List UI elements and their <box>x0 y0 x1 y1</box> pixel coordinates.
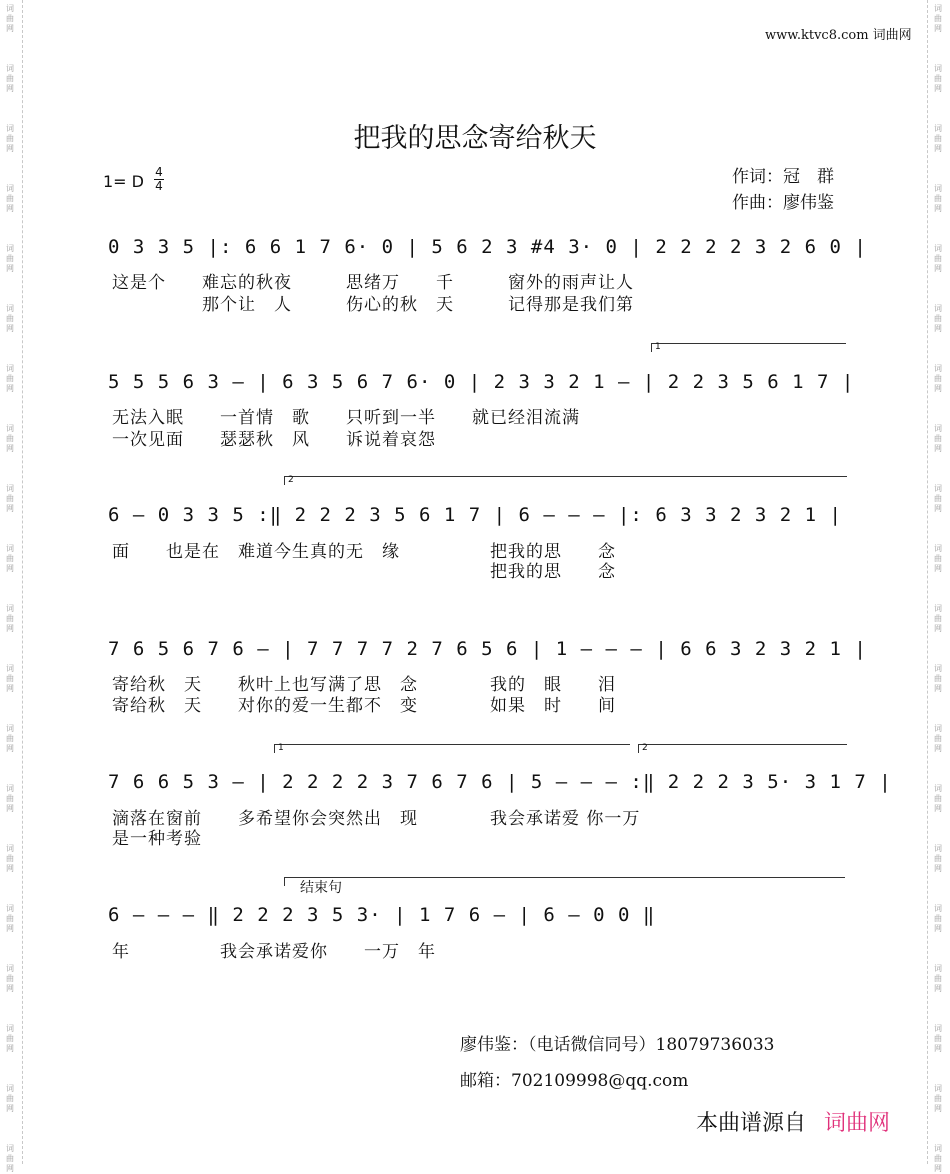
watermark-text: 词 曲 网 <box>934 124 942 153</box>
watermark-text: 词 曲 网 <box>6 664 14 693</box>
ending-bracket <box>284 877 845 886</box>
watermark-text: 词 曲 网 <box>934 1024 942 1053</box>
lyric-line-5-verse-1: 滴落在窗前 多希望你会突然出 现 我会承诺爱 你一万 <box>112 809 641 829</box>
watermark-text: 词 曲 网 <box>934 1084 942 1113</box>
watermark-text: 词 曲 网 <box>934 664 942 693</box>
watermark-text: 词 曲 网 <box>934 544 942 573</box>
watermark-text: 词 曲 网 <box>934 184 942 213</box>
watermark-text: 词 曲 网 <box>6 364 14 393</box>
watermark-text: 词 曲 网 <box>934 4 942 33</box>
lyric-line-4-verse-2: 寄给秋 天 对你的爱一生都不 变 如果 时 间 <box>112 696 616 716</box>
watermark-text: 词 曲 网 <box>934 424 942 453</box>
lyric-line-6-verse-1: 年 我会承诺爱你 一万 年 <box>112 942 436 962</box>
key-signature: 1= D <box>103 172 144 191</box>
time-signature-top: 4 <box>155 165 163 179</box>
watermark-text: 词 曲 网 <box>6 964 14 993</box>
watermark-text: 词 曲 网 <box>934 964 942 993</box>
watermark-text: 词 曲 网 <box>934 64 942 93</box>
watermark-text: 词 曲 网 <box>934 1144 942 1173</box>
watermark-text: 词 曲 网 <box>6 844 14 873</box>
lyricist-credit: 作词：冠 群 <box>732 167 834 187</box>
volta-1-repeat: 1 <box>274 744 630 753</box>
watermark-text: 词 曲 网 <box>6 424 14 453</box>
source-brand-link[interactable]: 词曲网 <box>824 1111 891 1136</box>
watermark-text: 词 曲 网 <box>6 304 14 333</box>
time-signature-bottom: 4 <box>155 179 163 193</box>
contact-phone: 廖伟鉴：（电话微信同号）18079736033 <box>460 1035 775 1055</box>
time-signature <box>154 166 164 193</box>
watermark-text: 词 曲 网 <box>6 904 14 933</box>
notation-line-4: 7 6 5 6 7 6 — | 7 7 7 7 2 7 6 5 6 | 1 — — — | 6 6 3 2 3 2 1 | <box>108 638 867 660</box>
watermark-text: 词 曲 网 <box>6 1084 14 1113</box>
lyric-line-1-verse-1: 这是个 难忘的秋夜 思绪万 千 窗外的雨声让人 <box>112 273 634 293</box>
composer-credit: 作曲：廖伟鉴 <box>732 193 834 213</box>
watermark-text: 词 曲 网 <box>934 364 942 393</box>
lyric-line-3-verse-2: 把我的思 念 <box>112 562 616 582</box>
left-watermark-strip <box>0 0 23 1173</box>
watermark-text: 词 曲 网 <box>934 904 942 933</box>
lyric-line-2-verse-1: 无法入眠 一首情 歌 只听到一半 就已经泪流满 <box>112 408 580 428</box>
watermark-text: 词 曲 网 <box>6 484 14 513</box>
volta-2: 2 <box>284 476 847 485</box>
site-url[interactable]: www.ktvc8.com 词曲网 <box>765 28 912 43</box>
watermark-text: 词 曲 网 <box>6 724 14 753</box>
volta-2-repeat: 2 <box>638 744 847 753</box>
watermark-text: 词 曲 网 <box>934 844 942 873</box>
watermark-text: 词 曲 网 <box>934 244 942 273</box>
watermark-text: 词 曲 网 <box>934 304 942 333</box>
watermark-text: 词 曲 网 <box>934 784 942 813</box>
notation-line-5: 7 6 6 5 3 — | 2 2 2 2 3 7 6 7 6 | 5 — — — :‖ 2 2 2 3 5· 3 1 7 | <box>108 771 892 793</box>
contact-email: 邮箱：702109998@qq.com <box>460 1071 689 1091</box>
lyric-line-5-verse-2: 是一种考验 <box>112 829 202 849</box>
watermark-text: 词 曲 网 <box>6 1144 14 1173</box>
watermark-text: 词 曲 网 <box>6 544 14 573</box>
ending-label: 结束句 <box>300 880 342 896</box>
watermark-text: 词 曲 网 <box>934 604 942 633</box>
watermark-text: 词 曲 网 <box>6 184 14 213</box>
watermark-text: 词 曲 网 <box>6 784 14 813</box>
lyric-line-1-verse-2: 那个让 人 伤心的秋 天 记得那是我们第 <box>112 295 634 315</box>
watermark-text: 词 曲 网 <box>6 64 14 93</box>
song-title: 把我的思念寄给秋天 <box>353 123 597 154</box>
watermark-text: 词 曲 网 <box>934 724 942 753</box>
watermark-text: 词 曲 网 <box>6 1024 14 1053</box>
lyric-line-2-verse-2: 一次见面 瑟瑟秋 风 诉说着哀怨 <box>112 430 436 450</box>
source-credit <box>696 1106 890 1137</box>
lyric-line-3-verse-1: 面 也是在 难道今生真的无 缘 把我的思 念 <box>112 542 616 562</box>
right-watermark-strip <box>927 0 950 1173</box>
watermark-text: 词 曲 网 <box>934 484 942 513</box>
notation-line-3: 6 — 0 3 3 5 :‖ 2 2 2 3 5 6 1 7 | 6 — — — |: 6 3 3 2 3 2 1 | <box>108 504 842 526</box>
source-prefix: 本曲谱源自 <box>696 1111 807 1136</box>
notation-line-1: 0 3 3 5 |: 6 6 1 7 6· 0 | 5 6 2 3 #4 3· 0 | 2 2 2 2 3 2 6 0 | <box>108 236 867 258</box>
volta-1: 1 <box>651 343 846 352</box>
lyric-line-4-verse-1: 寄给秋 天 秋叶上也写满了思 念 我的 眼 泪 <box>112 675 616 695</box>
watermark-text: 词 曲 网 <box>6 124 14 153</box>
watermark-text: 词 曲 网 <box>6 4 14 33</box>
notation-line-6: 6 — — — ‖ 2 2 2 3 5 3· | 1 7 6 — | 6 — 0 0 ‖ <box>108 904 656 926</box>
watermark-text: 词 曲 网 <box>6 244 14 273</box>
notation-line-2: 5 5 5 6 3 — | 6 3 5 6 7 6· 0 | 2 3 3 2 1 — | 2 2 3 5 6 1 7 | <box>108 371 855 393</box>
watermark-text: 词 曲 网 <box>6 604 14 633</box>
